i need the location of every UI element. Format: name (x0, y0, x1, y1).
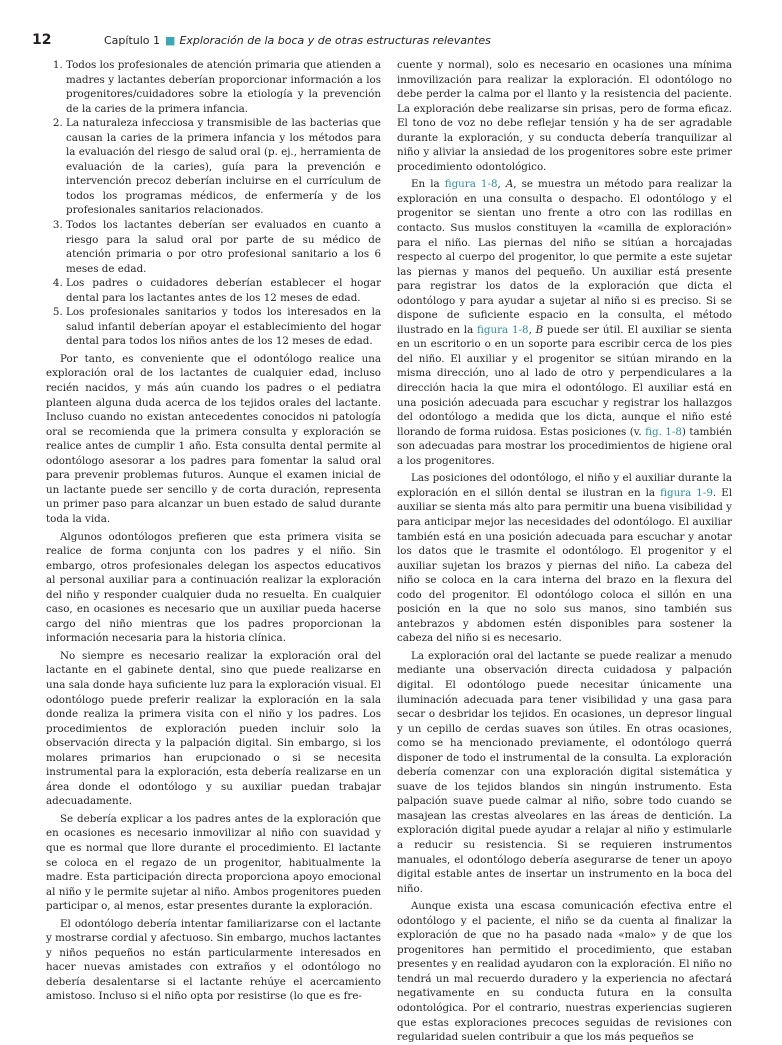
list-item: 5. Los profesionales sanitarios y todos los interesados en la salud infantil deberían apoyar el establecimiento del hogar dental para todos los niños antes de los 12 meses de edad. (66, 305, 381, 349)
list-item: 2. La naturaleza infecciosa y transmisible de las bacterias que causan la caries de la primera infancia y los métodos para la evaluación del riesgo de salud oral (p. ej., herramienta de evaluación de la caries), guía para la prevención e intervención precoz deberían incluirse en el currículum de todos los programas médicos, de enfermería y de los profesionales sanitarios relacionados. (66, 116, 381, 218)
paragraph: Aunque exista una escasa comunicación efectiva entre el odontólogo y el paciente, el niño se da cuenta al finalizar la exploración de que no ha pasado nada «malo» y de que los progenitores han permitido el procedimiento, que estaban presentes y en realidad ayudaron con la exploración. El niño no tendrá un mal recuerdo duradero y la experiencia no afectará negativamente en su conducta futura en la consulta odontológica. Por el contrario, nuestras experiencias sugieren que estas exploraciones precoces seguidas de revisiones con regularidad suelen contribuir a que los más pequeños se (397, 900, 732, 1044)
paragraph: Algunos odontólogos prefieren que esta primera visita se realice de forma conjunta con los padres y el niño. Sin embargo, otros profesionales delegan los aspectos educativos al personal auxiliar para a continuación realizar la exploración del niño y responder cualquier duda no resuelta. En cualquier caso, en ocasiones es necesario que un auxiliar pueda hacerse cargo del niño mientras que los padres proporcionan la información necesaria para la historia clínica. (46, 530, 381, 645)
left-column (46, 58, 381, 1004)
page-number: 12 (32, 32, 52, 48)
paragraph: Se debería explicar a los padres antes de la exploración que en ocasiones es necesario inmovilizar al niño con suavidad y que es normal que llore durante el procedimiento. El lactante se coloca en el regazo de un progenitor, habitualmente la madre. Esta participación directa proporciona apoyo emocional al niño y le permite sujetar al niño. Ambos progenitores pueden participar o, al menos, estar presentes durante la exploración. (46, 812, 381, 913)
list-item: 1. Todos los profesionales de atención primaria que atienden a madres y lactantes deberían proporcionar información a los progenitores/cuidadores sobre la etiología y la prevención de la caries de la primera infancia. (66, 58, 381, 116)
right-column (397, 58, 732, 1045)
chapter-title: Exploración de la boca y de otras estructuras relevantes (179, 34, 491, 47)
text-run: Las posiciones del odontólogo, el niño y el auxiliar durante la exploración en el sillón dental se ilustran en la (397, 472, 732, 499)
text-run: , (528, 323, 536, 336)
paragraph (397, 177, 732, 468)
figure-link[interactable]: figura 1-8 (477, 323, 529, 336)
figure-link[interactable]: figura 1-8 (444, 178, 498, 191)
text-run: . El auxiliar se sienta más alto para permitir una buena visibilidad y para anticipar mejor las necesidades del odontólogo. El auxiliar también está en una posición adecuada para escuchar y anotar los datos que le trasmite el odontólogo. El progenitor y el auxiliar sujetan los brazos y piernas del niño. La cabeza del niño se coloca en la cara interna del brazo en la flexura del codo del progenitor. El odontólogo coloca el sillón en una posición en la que no solo sus manos, sino también sus antebrazos y abdomen estén disponibles para sostener la cabeza del niño si es necesario. (397, 486, 733, 645)
text-run: ) también son adecuadas para mostrar los procedimientos de higiene oral a los progenitores. (397, 425, 733, 467)
paragraph: No siempre es necesario realizar la exploración oral del lactante en el gabinete dental, sino que puede realizarse en una sala donde haya suficiente luz para la exploración visual. El odontólogo puede preferir realizar la exploración en la sala donde realiza la primera visita con el niño y los padres. Los procedimientos de exploración pueden incluir solo la observación directa y la palpación digital. Sin embargo, si los molares primarios han erupcionado o si se necesita instrumental para la exploración, esta debería realizarse en un área donde el odontólogo y su auxiliar puedan trabajar adecuadamente. (46, 649, 381, 808)
text-run: A (505, 178, 514, 191)
figure-link[interactable]: figura 1-9 (660, 486, 713, 499)
paragraph: Por tanto, es conveniente que el odontólogo realice una exploración oral de los lactantes de cualquier edad, incluso recién nacidos, y más aún cuando los padres o el pediatra planteen alguna duda acerca de los tejidos orales del lactante. Incluso cuando no existan antecedentes conocidos ni patología oral se recomienda que la primera consulta y exploración se realice antes de cumplir 1 año. Esta consulta dental permite al odontólogo asesorar a los padres para fomentar la salud oral para prevenir problemas futuros. Aunque el examen inicial de un lactante puede ser sencillo y de corta duración, representa un primer paso para alcanzar un buen estado de salud durante toda la vida. (46, 352, 381, 525)
chapter-label: Capítulo 1 (104, 34, 161, 47)
text-run: , se muestra un método para realizar la exploración en una consulta o despacho. El odontólogo y el progenitor se sientan uno frente a otro con las rodillas en contacto. Sus muslos constituyen la «camilla de exploración» para el niño. Las piernas del niño se sitúan a horcajadas respecto al cuerpo del progenitor, lo que permite a este sujetar las piernas y manos del pequeño. Un auxiliar está presente para registrar los datos de la exploración que dicta el odontólogo y para ayudar a sujetar al niño si es preciso. Si se dispone de suficiente espacio en la consulta, el método ilustrado en la (397, 178, 732, 336)
paragraph: cuente y normal), solo es necesario en ocasiones una mínima inmovilización para realizar la exploración. El odontólogo no debe perder la calma por el llanto y la resistencia del paciente. La exploración debe realizarse sin prisas, pero de forma eficaz. El tono de voz no debe reflejar tensión y ha de ser agradable durante la exploración, y su conducta debería tranquilizar al niño y aliviar la ansiedad de los progenitores sobre este primer procedimiento odontológico. (397, 59, 732, 173)
text-run: , (497, 178, 506, 191)
paragraph: La exploración oral del lactante se puede realizar a menudo mediante una observación directa cuidadosa y palpación digital. El odontólogo puede necesitar únicamente una iluminación adecuada para tener visibilidad y una gasa para secar o desbridar los tejidos. En ocasiones, un depresor lingual y un cepillo de cerdas suaves son útiles. En otras ocasiones, como se ha mencionado previamente, el odontólogo querrá disponer de todo el instrumental de la consulta. La exploración debería comenzar con una exploración digital sistemática y suave de los tejidos blandos sin ningún instrumento. Esta palpación suave puede calmar al niño, sobre todo cuando se masajean las crestas alveolares en las áreas de dentición. La exploración digital puede ayudar a relajar al niño y estimularle a reducir su resistencia. Si se requieren instrumentos manuales, el odontólogo debería asegurarse de tener un apoyo digital estable antes de insertar un instrumento en la boca del niño. (397, 649, 732, 895)
text-run: En la (411, 178, 445, 191)
paragraph (397, 471, 732, 646)
text-run: puede ser útil. El auxiliar se sienta en un escritorio o en un soporte para escribir cerca de los pies del niño. El auxiliar y el progenitor se sitúan mirando en la misma dirección, uno al lado de otro y perpendiculares a la dirección hacia la que mira el odontólogo. El auxiliar está en una posición adecuada para escuchar y registrar los hallazgos del odontólogo a medida que los dicta, aunque el niño esté llorando de forma ruidosa. Estas posiciones (v. (397, 323, 732, 438)
list-item: 3. Todos los lactantes deberían ser evaluados en cuanto a riesgo para la salud oral por parte de su médico de atención primaria o por otro profesional sanitario a los 6 meses de edad. (66, 218, 381, 276)
recommendations-list (46, 58, 381, 349)
figure-link[interactable]: fig. 1-8 (645, 425, 682, 438)
running-head (104, 34, 491, 47)
list-item: 4. Los padres o cuidadores deberían establecer el hogar dental para los lactantes antes de los 12 meses de edad. (66, 276, 381, 305)
separator-square-icon: ■ (165, 34, 176, 47)
text-run: B (535, 323, 544, 336)
page-header (32, 30, 732, 52)
paragraph: El odontólogo debería intentar familiarizarse con el lactante y mostrarse cordial y afectuoso. Sin embargo, muchos lactantes y niños pequeños no están particularmente interesados en hacer nuevas amistades con extraños y el odontólogo no debería desalentarse si el lactante rehúye el acercamiento amistoso. Incluso si el niño opta por resistirse (lo que es fre- (46, 917, 381, 1003)
